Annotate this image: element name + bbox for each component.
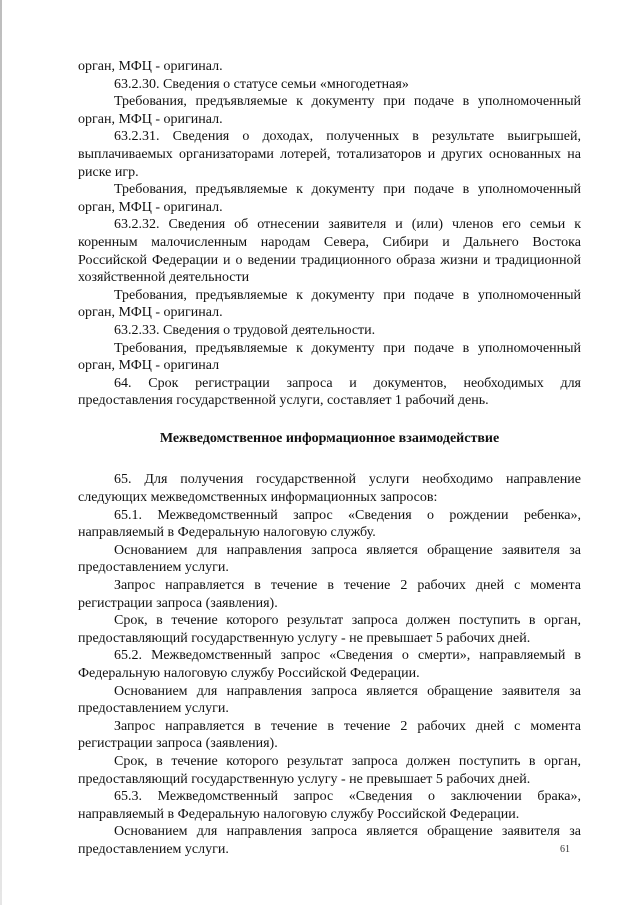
paragraph: Основанием для направления запроса является обращение заявителя за предоставлением услуги. — [78, 824, 581, 857]
paragraph: 63.2.32. Сведения об отнесении заявителя и (или) членов его семьи к коренным малочисленным народам Севера, Сибири и Дальнего Востока Российской Федерации и о ведении традиционного образа жизни и традиционной хозяйственной деятельности — [78, 217, 581, 286]
scan-edge — [0, 0, 2, 905]
paragraph: Основанием для направления запроса является обращение заявителя за предоставлением услуги. — [78, 542, 581, 576]
page-number: 61 — [560, 844, 570, 855]
section-heading: Межведомственное информационное взаимодействие — [159, 430, 500, 446]
paragraph: 65. Для получения государственной услуги необходимо направление следующих межведомственных информационных запросов: — [78, 472, 581, 506]
paragraph: 63.2.30. Сведения о статусе семьи «многодетная» — [114, 76, 409, 92]
paragraph: 64. Срок регистрации запроса и документов, необходимых для предоставления государственной услуги, составляет 1 рабочий день. — [78, 375, 581, 409]
paragraph: 63.2.31. Сведения о доходах, полученных в результате выигрышей, выплачиваемых организаторами лотерей, тотализаторов и других основанных на риске игр. — [78, 129, 581, 180]
paragraph: Срок, в течение которого результат запроса должен поступить в орган, предоставляющий государственную услугу - не превышает 5 рабочих дней. — [78, 613, 581, 646]
document-page — [78, 58, 581, 859]
paragraph: Требования, предъявляемые к документу при подаче в уполномоченный орган, МФЦ - оригинал — [78, 340, 581, 374]
paragraph: Требования, предъявляемые к документу при подаче в уполномоченный орган, МФЦ - оригинал. — [78, 182, 581, 215]
paragraph: Срок, в течение которого результат запроса должен поступить в орган, предоставляющий государственную услугу - не превышает 5 рабочих дней. — [78, 753, 581, 787]
paragraph: Запрос направляется в течение в течение 2 рабочих дней с момента регистрации запроса (заявления). — [78, 578, 581, 611]
paragraph: Запрос направляется в течение в течение 2 рабочих дней с момента регистрации запроса (заявления). — [78, 718, 581, 752]
paragraph: Требования, предъявляемые к документу при подаче в уполномоченный орган, МФЦ - оригинал. — [78, 287, 581, 321]
paragraphs-bottom — [78, 471, 581, 858]
paragraph: Требования, предъявляемые к документу при подаче в уполномоченный орган, МФЦ - оригинал. — [78, 94, 581, 127]
paragraph: 65.3. Межведомственный запрос «Сведения о заключении брака», направляемый в Федеральную налоговую службу Российской Федерации. — [78, 789, 581, 822]
paragraph: орган, МФЦ - оригинал. — [78, 59, 223, 74]
paragraph: 65.2. Межведомственный запрос «Сведения о смерти», направляемый в Федеральную налоговую службу Российской Федерации. — [78, 648, 581, 681]
paragraph: 63.2.33. Сведения о трудовой деятельности. — [114, 322, 376, 338]
paragraph: Основанием для направления запроса является обращение заявителя за предоставлением услуги. — [78, 683, 581, 717]
paragraphs-top — [78, 58, 581, 410]
paragraph: 65.1. Межведомственный запрос «Сведения о рождении ребенка», направляемый в Федеральную налоговую службу. — [78, 507, 581, 541]
